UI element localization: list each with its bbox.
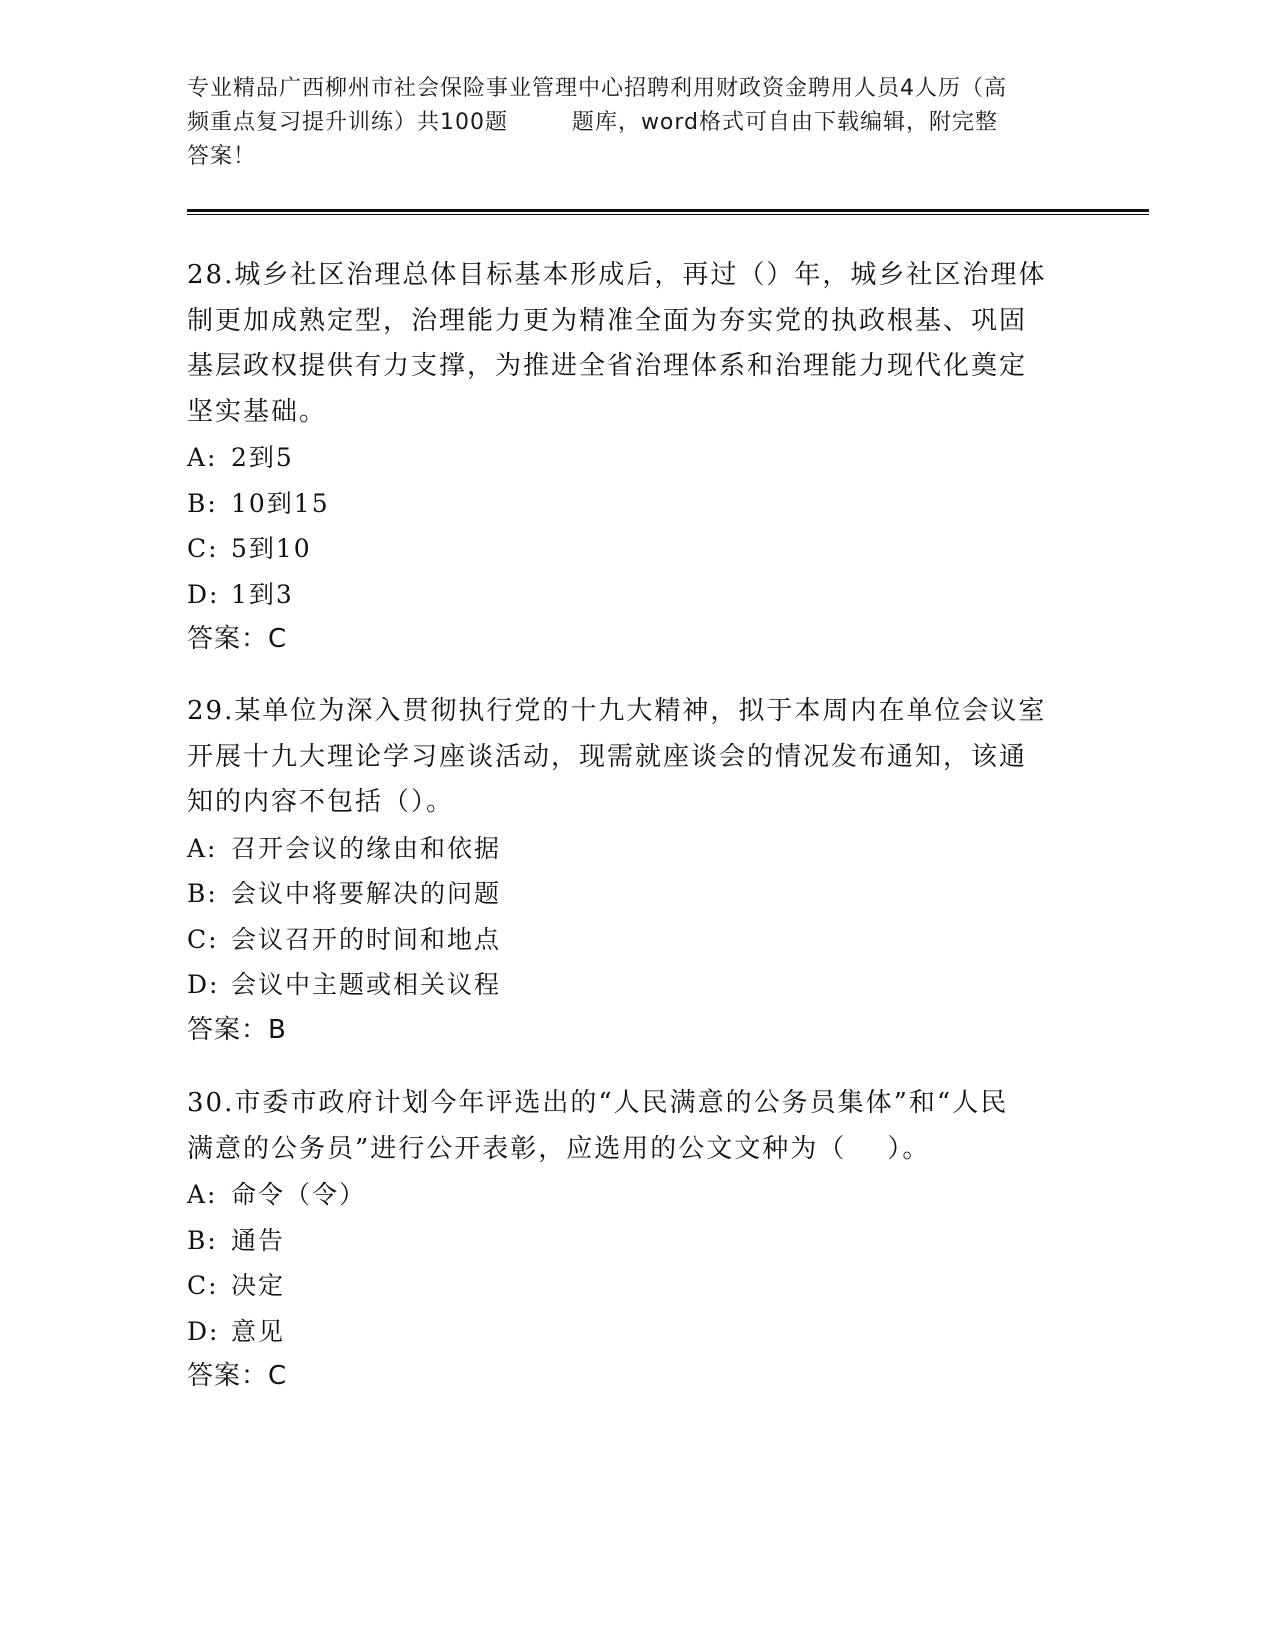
option-c	[187, 1263, 1087, 1309]
stem-line: 满意的公务员”进行公开表彰，应选用的公文文种为（ ）。	[187, 1133, 931, 1164]
answer: 答案：C	[187, 1361, 288, 1391]
option-key: D:	[187, 579, 220, 609]
option-text: 召开会议的缘由和依据	[231, 833, 502, 863]
option-d	[187, 1309, 1087, 1355]
option-text: 会议召开的时间和地点	[231, 924, 502, 954]
document-header	[187, 72, 1087, 174]
option-text: 通告	[231, 1225, 286, 1255]
header-line: 频重点复习提升训练）共100题 题库，word格式可自由下载编辑，附完整	[187, 110, 999, 135]
option-c	[187, 526, 1087, 572]
option-key: C:	[187, 534, 219, 563]
stem-line: 30.市委市政府计划今年评选出的“人民满意的公务员集体”和“人民	[187, 1088, 1009, 1118]
question-stem	[187, 1081, 1087, 1172]
option-key: C:	[187, 1271, 219, 1300]
option-key: D:	[187, 970, 220, 999]
header-line: 答案！	[187, 144, 257, 169]
option-key: B:	[187, 1225, 218, 1255]
option-text: 决定	[231, 1271, 286, 1300]
option-a	[187, 1172, 1087, 1218]
option-key: D:	[187, 1316, 220, 1346]
stem-line: 29.某单位为深入贯彻执行党的十九大精神，拟于本周内在单位会议室	[187, 696, 1047, 726]
option-d	[187, 572, 1087, 618]
option-key: B:	[187, 488, 218, 518]
question-28	[187, 253, 1087, 663]
option-key: A:	[187, 833, 218, 863]
option-text: 会议中将要解决的问题	[231, 879, 502, 908]
header-divider-thick	[187, 209, 1149, 212]
header-divider-thin	[187, 214, 1149, 215]
option-a	[187, 826, 1087, 872]
option-text: 5到10	[231, 534, 312, 563]
stem-line: 坚实基础。	[187, 396, 328, 427]
answer: 答案：C	[187, 624, 288, 654]
option-b	[187, 1218, 1087, 1264]
option-key: B:	[187, 879, 218, 908]
stem-line: 知的内容不包括（）。	[187, 787, 455, 817]
option-key: A:	[187, 443, 218, 472]
question-stem	[187, 689, 1087, 826]
header-line: 专业精品广西柳州市社会保险事业管理中心招聘利用财政资金聘用人员4人历（高	[187, 76, 1007, 101]
option-key: C:	[187, 924, 219, 954]
stem-line: 基层政权提供有力支撑，为推进全省治理体系和治理能力现代化奠定	[187, 351, 1028, 381]
question-29	[187, 689, 1087, 1053]
stem-line: 28.城乡社区治理总体目标基本形成后，再过（）年，城乡社区治理体	[187, 260, 1047, 290]
option-c	[187, 917, 1087, 963]
option-a	[187, 435, 1087, 481]
stem-line: 开展十九大理论学习座谈活动，现需就座谈会的情况发布通知，该通	[187, 741, 1028, 772]
option-text: 1到3	[231, 579, 294, 609]
answer: 答案：B	[187, 1014, 287, 1045]
question-30	[187, 1081, 1087, 1400]
option-text: 2到5	[231, 443, 294, 472]
option-d	[187, 962, 1087, 1008]
stem-line: 制更加成熟定型，治理能力更为精准全面为夯实党的执政根基、巩固	[187, 305, 1028, 336]
question-stem	[187, 253, 1087, 435]
option-b	[187, 871, 1087, 917]
option-key: A:	[187, 1180, 218, 1209]
option-text: 10到15	[231, 488, 330, 518]
option-text: 意见	[231, 1316, 286, 1346]
option-text: 命令（令）	[231, 1180, 367, 1209]
option-b	[187, 481, 1087, 527]
option-text: 会议中主题或相关议程	[231, 970, 502, 999]
